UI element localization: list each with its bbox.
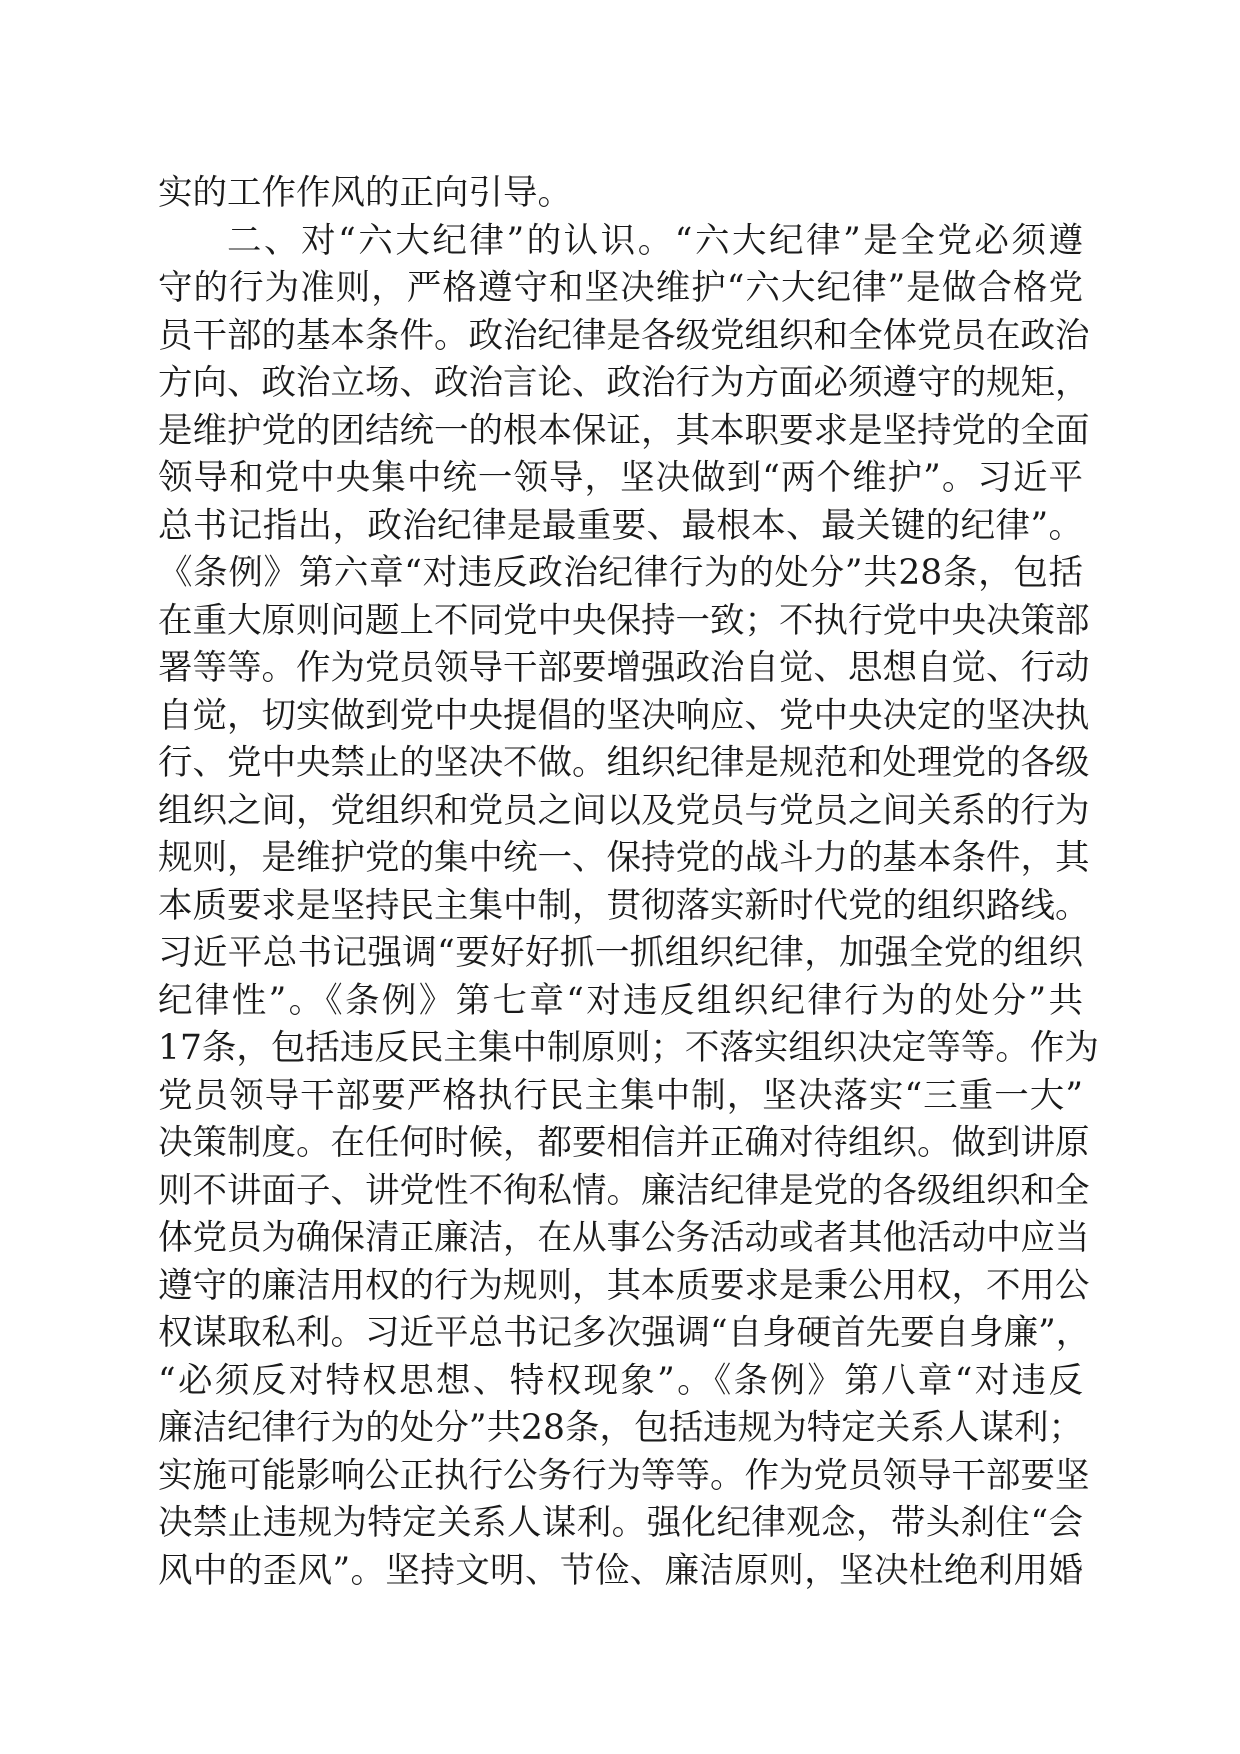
text-line: 行、党中央禁止的坚决不做。组织纪律是规范和处理党的各级 xyxy=(158,743,1090,783)
text-line: 体党员为确保清正廉洁，在从事公务活动或者其他活动中应当 xyxy=(158,1218,1090,1258)
text-line: 规则，是维护党的集中统一、保持党的战斗力的基本条件，其 xyxy=(158,838,1090,878)
text-line: 本质要求是坚持民主集中制，贯彻落实新时代党的组织路线。 xyxy=(158,885,1090,926)
text-line: 风中的歪风”。坚持文明、节俭、廉洁原则，坚决杜绝利用婚 xyxy=(158,1550,1083,1591)
text-line: 17条，包括违反民主集中制原则；不落实组织决定等等。作为 xyxy=(158,1028,1099,1068)
text-line: 守的行为准则，严格遵守和坚决维护“六大纪律”是做合格党 xyxy=(158,268,1083,308)
text-line: “必须反对特权思想、特权现象”。《条例》第八章“对违反 xyxy=(158,1360,1083,1401)
text-line: 习近平总书记强调“要好好抓一抓组织纪律，加强全党的组织 xyxy=(158,933,1083,973)
text-line: 总书记指出，政治纪律是最重要、最根本、最关键的纪律”。 xyxy=(158,505,1083,546)
text-line: 《条例》第六章“对违反政治纪律行为的处分”共28条，包括 xyxy=(158,553,1083,593)
text-line: 遵守的廉洁用权的行为规则，其本质要求是秉公用权，不用公 xyxy=(158,1265,1090,1306)
text-line: 实施可能影响公正执行公务行为等等。作为党员领导干部要坚 xyxy=(158,1455,1090,1496)
paragraph-start-line: 二、对“六大纪律”的认识。“六大纪律”是全党必须遵 xyxy=(227,220,1083,261)
text-line: 决禁止违规为特定关系人谋利。强化纪律观念，带头刹住“会 xyxy=(158,1503,1083,1543)
text-line: 自觉，切实做到党中央提倡的坚决响应、党中央决定的坚决执 xyxy=(158,695,1090,736)
text-line: 署等等。作为党员领导干部要增强政治自觉、思想自觉、行动 xyxy=(158,648,1090,688)
text-line: 权谋取私利。习近平总书记多次强调“自身硬首先要自身廉”， xyxy=(158,1313,1091,1353)
text-line: 决策制度。在任何时候，都要相信并正确对待组织。做到讲原 xyxy=(158,1123,1090,1163)
text-line: 领导和党中央集中统一领导，坚决做到“两个维护”。习近平 xyxy=(158,458,1083,498)
text-line: 纪律性”。《条例》第七章“对违反组织纪律行为的处分”共 xyxy=(158,980,1083,1021)
text-line: 廉洁纪律行为的处分”共28条，包括违规为特定关系人谋利； xyxy=(158,1408,1083,1448)
text-line: 党员领导干部要严格执行民主集中制，坚决落实“三重一大” xyxy=(158,1075,1083,1116)
text-line: 实的工作作风的正向引导。 xyxy=(158,173,572,213)
text-line: 是维护党的团结统一的根本保证，其本职要求是坚持党的全面 xyxy=(158,410,1090,451)
text-line: 方向、政治立场、政治言论、政治行为方面必须遵守的规矩， xyxy=(158,363,1090,403)
text-line: 则不讲面子、讲党性不徇私情。廉洁纪律是党的各级组织和全 xyxy=(158,1170,1090,1211)
text-line: 员干部的基本条件。政治纪律是各级党组织和全体党员在政治 xyxy=(158,315,1090,356)
body-text xyxy=(158,170,1099,1595)
text-line: 组织之间，党组织和党员之间以及党员与党员之间关系的行为 xyxy=(158,790,1090,831)
text-line: 在重大原则问题上不同党中央保持一致；不执行党中央决策部 xyxy=(158,600,1090,641)
